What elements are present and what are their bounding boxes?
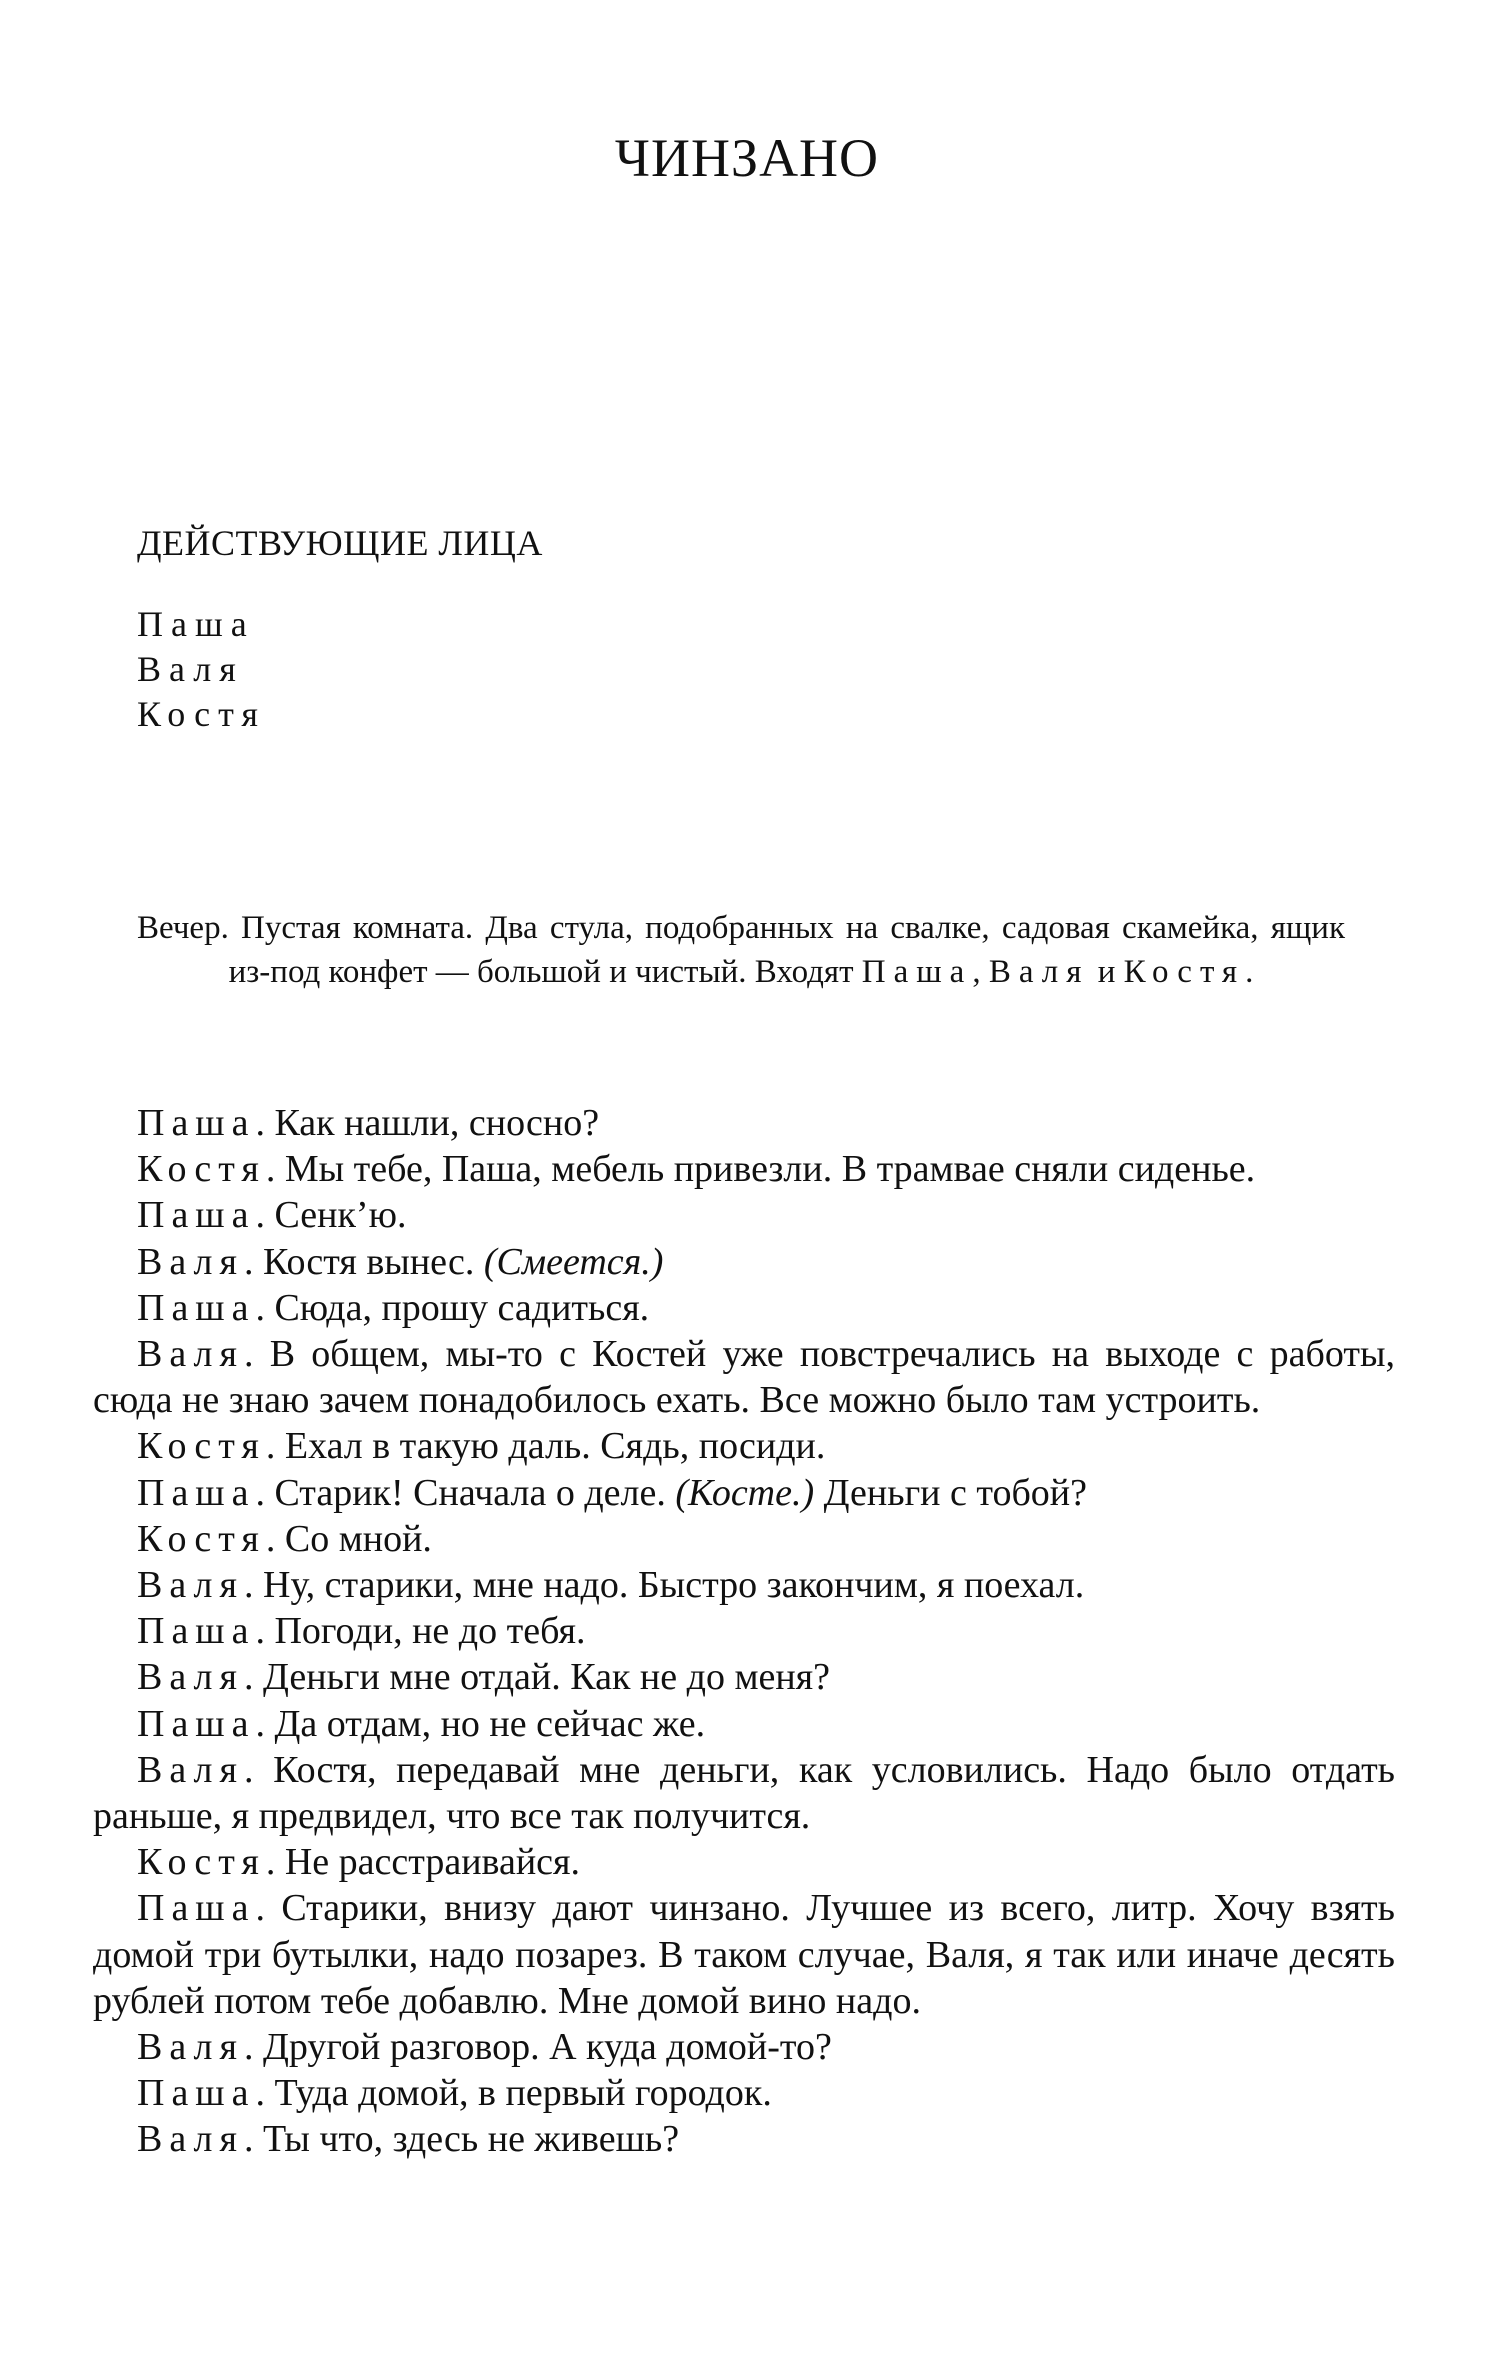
dialogue-line xyxy=(93,1747,1395,1839)
stage-direction xyxy=(137,906,1345,994)
line-text: . Ты что, здесь не живешь? xyxy=(244,2118,680,2161)
speaker-name: Паша xyxy=(137,1102,256,1144)
speaker-name: Паша xyxy=(137,1286,256,1329)
speaker-name: Валя xyxy=(137,2026,244,2069)
speaker-name: Паша xyxy=(137,2072,256,2115)
speaker-name: Костя xyxy=(137,1425,266,1468)
dialogue-line xyxy=(93,1885,1395,2024)
dialogue-line xyxy=(93,1516,1395,1562)
stage-character-name: Паша xyxy=(861,954,973,990)
stage-remark: (Смеется.) xyxy=(483,1240,664,1283)
speaker-name: Костя xyxy=(137,1148,266,1191)
line-text: . Не расстраивайся. xyxy=(265,1841,581,1884)
line-text: . Сенк’ю. xyxy=(255,1194,407,1237)
cast-member: Паша xyxy=(137,604,255,644)
dialogue-line xyxy=(93,1608,1395,1654)
line-text: . Сюда, прошу садиться. xyxy=(255,1286,650,1329)
dialogue-line xyxy=(93,1100,1395,1146)
cast-list xyxy=(137,602,266,737)
speaker-name: Паша xyxy=(137,1471,256,1514)
line-text: . Старики, внизу дают чинзано. Лучшее из всего, литр. Хочу взять домой три бутылки, надо позарез. В таком случае, Валя, я так или иначе десять рублей потом тебе добавлю. Мне домой вино надо. xyxy=(93,1887,1395,2022)
line-text: . В общем, мы-то с Костей уже повстречались на выходе с работы, сюда не знаю зачем понадобилось ехать. Все можно было там устроить. xyxy=(93,1333,1395,1422)
line-text: . Старик! Сначала о деле. xyxy=(255,1471,676,1514)
stage-direction-text: Вечер. Пустая комната. Два стула, подобранных на свалке, садовая скамейка, ящик из-под конфет — большой и чистый. Входят xyxy=(137,910,1345,990)
dialogue-line xyxy=(93,2024,1395,2070)
dialogue-line xyxy=(93,1562,1395,1608)
line-text: . Другой разговор. А куда домой-то? xyxy=(244,2026,832,2069)
line-text: . Ехал в такую даль. Сядь, посиди. xyxy=(265,1425,826,1468)
dialogue-line xyxy=(93,1239,1395,1285)
dialogue-line xyxy=(93,1423,1395,1469)
dialogue-line xyxy=(93,1331,1395,1423)
cast-heading: ДЕЙСТВУЮЩИЕ ЛИЦА xyxy=(137,523,543,563)
line-text: . Туда домой, в первый городок. xyxy=(255,2072,772,2115)
line-text: . Костя вынес. xyxy=(244,1240,484,1283)
stage-separator: и xyxy=(1089,954,1124,990)
line-text-after: Деньги с тобой? xyxy=(814,1471,1088,1514)
line-text: . Со мной. xyxy=(265,1517,432,1560)
speaker-name: Валя xyxy=(137,1240,244,1283)
dialogue-line xyxy=(93,1701,1395,1747)
line-text: . Ну, старики, мне надо. Быстро закончим, я поехал. xyxy=(244,1564,1085,1607)
dialogue-line xyxy=(93,1470,1395,1516)
speaker-name: Валя xyxy=(137,1748,244,1791)
line-text: . Костя, передавай мне деньги, как условились. Надо было отдать раньше, я предвидел, что все так получится. xyxy=(93,1748,1395,1838)
stage-character-name: Костя xyxy=(1123,954,1246,990)
stage-separator: , xyxy=(972,954,989,990)
play-title: ЧИНЗАНО xyxy=(614,128,880,188)
speaker-name: Паша xyxy=(137,1702,256,1745)
speaker-name: Валя xyxy=(137,1333,244,1376)
dialogue xyxy=(93,1100,1395,2163)
speaker-name: Костя xyxy=(137,1517,266,1560)
dialogue-line xyxy=(93,2070,1395,2116)
line-text: . Да отдам, но не сейчас же. xyxy=(255,1702,706,1745)
line-text: . Деньги мне отдай. Как не до меня? xyxy=(244,1656,831,1699)
dialogue-line xyxy=(93,1839,1395,1885)
dialogue-line xyxy=(93,1146,1395,1192)
dialogue-line xyxy=(93,1654,1395,1700)
line-text: . Погоди, не до тебя. xyxy=(255,1610,586,1653)
speaker-name: Валя xyxy=(137,2118,244,2161)
stage-end: . xyxy=(1245,954,1254,990)
dialogue-line xyxy=(93,1285,1395,1331)
speaker-name: Паша xyxy=(137,1610,256,1653)
speaker-name: Валя xyxy=(137,1564,244,1607)
cast-member: Валя xyxy=(137,649,244,689)
line-text: . Как нашли, сносно? xyxy=(255,1102,600,1144)
speaker-name: Валя xyxy=(137,1656,244,1699)
cast-member: Костя xyxy=(137,694,266,734)
speaker-name: Костя xyxy=(137,1841,266,1884)
dialogue-line xyxy=(93,1192,1395,1238)
dialogue-line xyxy=(93,2116,1395,2162)
speaker-name: Паша xyxy=(137,1887,256,1930)
stage-remark: (Косте.) xyxy=(675,1471,815,1514)
stage-character-name: Валя xyxy=(988,954,1090,990)
speaker-name: Паша xyxy=(137,1194,256,1237)
line-text: . Мы тебе, Паша, мебель привезли. В трамвае сняли сиденье. xyxy=(265,1148,1256,1191)
